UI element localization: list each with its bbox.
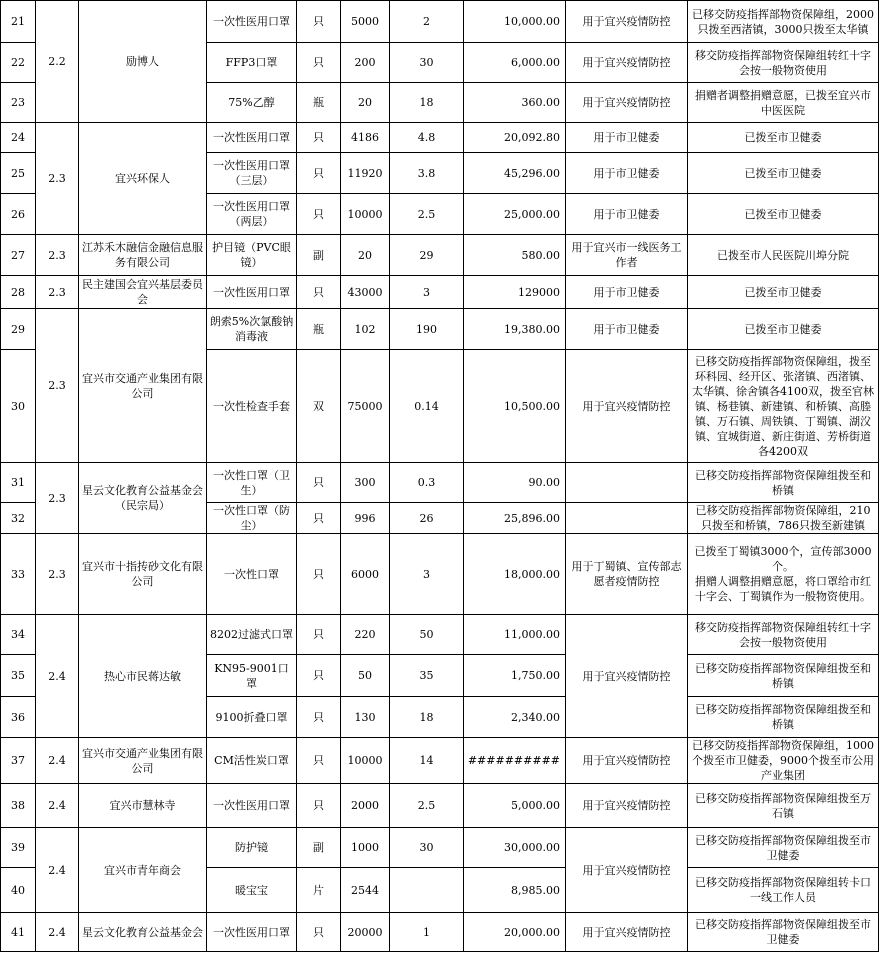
allocation-note-cell: 已移交防疫指挥部物资保障组，1000个拨至市卫健委，9000个拨至市公用产业集团 [688, 738, 879, 784]
item-name-cell: 一次性医用口罩 [207, 276, 297, 309]
item-name-cell: 一次性医用口罩（三层） [207, 153, 297, 194]
purpose-cell: 用于宜兴疫情防控 [566, 828, 688, 913]
table-row [1, 738, 879, 784]
quantity-cell: 75000 [341, 350, 390, 463]
unit-price-cell: 3 [390, 534, 464, 615]
unit-price-cell: 2.5 [390, 784, 464, 828]
quantity-cell: 10000 [341, 194, 390, 235]
donor-cell: 江苏禾木融信金融信息服务有限公司 [79, 235, 207, 276]
row-number-cell: 28 [1, 276, 36, 309]
unit-cell: 只 [297, 913, 341, 952]
table-row [1, 534, 879, 615]
amount-cell: 45,296.00 [464, 153, 566, 194]
amount-cell: 11,000.00 [464, 615, 566, 655]
donor-cell: 宜兴市交通产业集团有限公司 [79, 738, 207, 784]
amount-cell: 18,000.00 [464, 534, 566, 615]
item-name-cell: 9100折叠口罩 [207, 697, 297, 738]
amount-cell: 129000 [464, 276, 566, 309]
purpose-cell: 用于宜兴疫情防控 [566, 913, 688, 952]
unit-price-cell: 14 [390, 738, 464, 784]
unit-cell: 只 [297, 738, 341, 784]
unit-cell: 片 [297, 868, 341, 913]
purpose-cell: 用于宜兴疫情防控 [566, 784, 688, 828]
purpose-cell: 用于市卫健委 [566, 153, 688, 194]
allocation-note-cell: 已移交防疫指挥部物资保障组拨至市卫健委 [688, 828, 879, 868]
allocation-note-cell: 已移交防疫指挥部物资保障组转卡口一线工作人员 [688, 868, 879, 913]
row-number-cell: 35 [1, 655, 36, 697]
quantity-cell: 50 [341, 655, 390, 697]
batch-number-cell: 2.3 [36, 309, 79, 463]
quantity-cell: 200 [341, 43, 390, 83]
batch-number-cell: 2.2 [36, 1, 79, 123]
row-number-cell: 32 [1, 503, 36, 534]
item-name-cell: 护目镜（PVC眼镜） [207, 235, 297, 276]
allocation-note-cell: 已拨至市卫健委 [688, 153, 879, 194]
donor-cell: 热心市民蒋达敏 [79, 615, 207, 738]
batch-number-cell: 2.3 [36, 235, 79, 276]
row-number-cell: 27 [1, 235, 36, 276]
donor-cell: 宜兴环保人 [79, 123, 207, 235]
item-name-cell: 一次性医用口罩 [207, 123, 297, 153]
amount-cell: 5,000.00 [464, 784, 566, 828]
purpose-cell: 用于市卫健委 [566, 309, 688, 350]
item-name-cell: CM活性炭口罩 [207, 738, 297, 784]
unit-cell: 副 [297, 235, 341, 276]
row-number-cell: 39 [1, 828, 36, 868]
donor-cell: 励博人 [79, 1, 207, 123]
unit-cell: 副 [297, 828, 341, 868]
item-name-cell: KN95-9001口罩 [207, 655, 297, 697]
table-row [1, 463, 879, 503]
quantity-cell: 130 [341, 697, 390, 738]
unit-cell: 只 [297, 123, 341, 153]
unit-price-cell: 30 [390, 43, 464, 83]
purpose-cell: 用于市卫健委 [566, 123, 688, 153]
amount-cell: 10,500.00 [464, 350, 566, 463]
unit-cell: 只 [297, 697, 341, 738]
purpose-cell: 用于宜兴疫情防控 [566, 43, 688, 83]
amount-cell: 2,340.00 [464, 697, 566, 738]
amount-cell: 90.00 [464, 463, 566, 503]
unit-cell: 只 [297, 1, 341, 43]
table-row [1, 615, 879, 655]
unit-cell: 只 [297, 655, 341, 697]
item-name-cell: FFP3口罩 [207, 43, 297, 83]
purpose-cell: 用于市卫健委 [566, 194, 688, 235]
amount-cell: 10,000.00 [464, 1, 566, 43]
quantity-cell: 2000 [341, 784, 390, 828]
unit-cell: 只 [297, 615, 341, 655]
purpose-cell: 用于宜兴疫情防控 [566, 350, 688, 463]
purpose-cell: 用于丁蜀镇、宣传部志愿者疫情防控 [566, 534, 688, 615]
unit-price-cell: 3 [390, 276, 464, 309]
unit-price-cell: 1 [390, 913, 464, 952]
amount-cell: 1,750.00 [464, 655, 566, 697]
purpose-cell: 用于宜兴市一线医务工作者 [566, 235, 688, 276]
purpose-cell: 用于宜兴疫情防控 [566, 83, 688, 123]
row-number-cell: 34 [1, 615, 36, 655]
amount-cell: 8,985.00 [464, 868, 566, 913]
donor-cell: 宜兴市十指抟砂文化有限公司 [79, 534, 207, 615]
quantity-cell: 43000 [341, 276, 390, 309]
item-name-cell: 暖宝宝 [207, 868, 297, 913]
quantity-cell: 20000 [341, 913, 390, 952]
row-number-cell: 40 [1, 868, 36, 913]
row-number-cell: 30 [1, 350, 36, 463]
amount-cell: 19,380.00 [464, 309, 566, 350]
item-name-cell: 一次性口罩 [207, 534, 297, 615]
table-row [1, 784, 879, 828]
item-name-cell: 朗索5%次氯酸钠消毒液 [207, 309, 297, 350]
table-row [1, 276, 879, 309]
row-number-cell: 37 [1, 738, 36, 784]
purpose-cell [566, 503, 688, 534]
table-row [1, 913, 879, 952]
allocation-note-cell: 已拨至市卫健委 [688, 194, 879, 235]
item-name-cell: 一次性医用口罩（两层） [207, 194, 297, 235]
unit-price-cell: 190 [390, 309, 464, 350]
quantity-cell: 20 [341, 83, 390, 123]
unit-price-cell: 2.5 [390, 194, 464, 235]
amount-cell: 25,896.00 [464, 503, 566, 534]
batch-number-cell: 2.3 [36, 463, 79, 534]
amount-cell: 20,000.00 [464, 913, 566, 952]
unit-price-cell: 0.14 [390, 350, 464, 463]
purpose-cell: 用于宜兴疫情防控 [566, 1, 688, 43]
allocation-note-cell: 已移交防疫指挥部物资保障组，2000只拨至西渚镇，3000只拨至太华镇 [688, 1, 879, 43]
allocation-note-cell: 已拨至市卫健委 [688, 123, 879, 153]
allocation-note-cell: 已拨至丁蜀镇3000个，宣传部3000个。 捐赠人调整捐赠意愿，将口罩给市红十字会、丁蜀镇作为一般物资使用。 [688, 534, 879, 615]
row-number-cell: 22 [1, 43, 36, 83]
batch-number-cell: 2.3 [36, 534, 79, 615]
table-row [1, 123, 879, 153]
purpose-cell: 用于宜兴疫情防控 [566, 738, 688, 784]
batch-number-cell: 2.4 [36, 828, 79, 913]
allocation-note-cell: 已移交防疫指挥部物资保障组拨至和桥镇 [688, 463, 879, 503]
row-number-cell: 23 [1, 83, 36, 123]
table-row [1, 1, 879, 43]
batch-number-cell: 2.4 [36, 913, 79, 952]
quantity-cell: 20 [341, 235, 390, 276]
amount-cell: ########## [464, 738, 566, 784]
quantity-cell: 102 [341, 309, 390, 350]
quantity-cell: 2544 [341, 868, 390, 913]
batch-number-cell: 2.3 [36, 123, 79, 235]
donor-cell: 宜兴市交通产业集团有限公司 [79, 309, 207, 463]
row-number-cell: 29 [1, 309, 36, 350]
quantity-cell: 4186 [341, 123, 390, 153]
donor-cell: 宜兴市青年商会 [79, 828, 207, 913]
unit-price-cell: 30 [390, 828, 464, 868]
item-name-cell: 防护镜 [207, 828, 297, 868]
unit-price-cell: 35 [390, 655, 464, 697]
allocation-note-cell: 已移交防疫指挥部物资保障组拨至万石镇 [688, 784, 879, 828]
allocation-note-cell: 移交防疫指挥部物资保障组转红十字会按一般物资使用 [688, 43, 879, 83]
quantity-cell: 300 [341, 463, 390, 503]
donor-cell: 星云文化教育公益基金会 [79, 913, 207, 952]
quantity-cell: 11920 [341, 153, 390, 194]
row-number-cell: 26 [1, 194, 36, 235]
unit-cell: 只 [297, 194, 341, 235]
purpose-cell: 用于市卫健委 [566, 276, 688, 309]
row-number-cell: 36 [1, 697, 36, 738]
quantity-cell: 5000 [341, 1, 390, 43]
unit-cell: 只 [297, 276, 341, 309]
row-number-cell: 21 [1, 1, 36, 43]
row-number-cell: 41 [1, 913, 36, 952]
quantity-cell: 996 [341, 503, 390, 534]
item-name-cell: 一次性医用口罩 [207, 784, 297, 828]
unit-price-cell: 4.8 [390, 123, 464, 153]
item-name-cell: 75%乙醇 [207, 83, 297, 123]
unit-price-cell: 2 [390, 1, 464, 43]
batch-number-cell: 2.4 [36, 615, 79, 738]
amount-cell: 580.00 [464, 235, 566, 276]
table-row [1, 309, 879, 350]
item-name-cell: 一次性口罩（防尘） [207, 503, 297, 534]
purpose-cell: 用于宜兴疫情防控 [566, 615, 688, 738]
amount-cell: 25,000.00 [464, 194, 566, 235]
item-name-cell: 8202过滤式口罩 [207, 615, 297, 655]
allocation-note-cell: 已移交防疫指挥部物资保障组，210只拨至和桥镇，786只拨至新建镇 [688, 503, 879, 534]
row-number-cell: 25 [1, 153, 36, 194]
amount-cell: 20,092.80 [464, 123, 566, 153]
unit-cell: 只 [297, 784, 341, 828]
unit-cell: 双 [297, 350, 341, 463]
row-number-cell: 24 [1, 123, 36, 153]
allocation-note-cell: 已拨至市卫健委 [688, 309, 879, 350]
allocation-note-cell: 已拨至市人民医院川埠分院 [688, 235, 879, 276]
quantity-cell: 220 [341, 615, 390, 655]
quantity-cell: 10000 [341, 738, 390, 784]
unit-cell: 只 [297, 463, 341, 503]
quantity-cell: 6000 [341, 534, 390, 615]
allocation-note-cell: 已移交防疫指挥部物资保障组拨至和桥镇 [688, 697, 879, 738]
row-number-cell: 31 [1, 463, 36, 503]
batch-number-cell: 2.4 [36, 784, 79, 828]
row-number-cell: 33 [1, 534, 36, 615]
purpose-cell [566, 463, 688, 503]
unit-cell: 只 [297, 534, 341, 615]
unit-price-cell: 18 [390, 83, 464, 123]
table-row [1, 235, 879, 276]
allocation-note-cell: 已移交防疫指挥部物资保障组拨至市卫健委 [688, 913, 879, 952]
donor-cell: 宜兴市慧林寺 [79, 784, 207, 828]
item-name-cell: 一次性医用口罩 [207, 913, 297, 952]
unit-price-cell: 26 [390, 503, 464, 534]
unit-cell: 瓶 [297, 83, 341, 123]
allocation-note-cell: 已移交防疫指挥部物资保障组，拨至环科园、经开区、张渚镇、西渚镇、太华镇、徐舍镇各4100双，拨至官林镇、杨巷镇、新建镇、和桥镇、高塍镇、万石镇、周铁镇、丁蜀镇、湖㳇镇、宜城街道、新庄街道、芳桥街道各4200双 [688, 350, 879, 463]
amount-cell: 30,000.00 [464, 828, 566, 868]
table-row [1, 828, 879, 868]
allocation-note-cell: 捐赠者调整捐赠意愿，已拨至宜兴市中医医院 [688, 83, 879, 123]
item-name-cell: 一次性口罩（卫生） [207, 463, 297, 503]
amount-cell: 360.00 [464, 83, 566, 123]
row-number-cell: 38 [1, 784, 36, 828]
unit-price-cell: 29 [390, 235, 464, 276]
unit-price-cell: 3.8 [390, 153, 464, 194]
item-name-cell: 一次性检查手套 [207, 350, 297, 463]
quantity-cell: 1000 [341, 828, 390, 868]
allocation-note-cell: 移交防疫指挥部物资保障组转红十字会按一般物资使用 [688, 615, 879, 655]
batch-number-cell: 2.3 [36, 276, 79, 309]
batch-number-cell: 2.4 [36, 738, 79, 784]
unit-cell: 只 [297, 503, 341, 534]
item-name-cell: 一次性医用口罩 [207, 1, 297, 43]
unit-price-cell [390, 868, 464, 913]
unit-cell: 只 [297, 153, 341, 194]
donor-cell: 民主建国会宜兴基层委员会 [79, 276, 207, 309]
unit-cell: 只 [297, 43, 341, 83]
unit-price-cell: 18 [390, 697, 464, 738]
allocation-note-cell: 已拨至市卫健委 [688, 276, 879, 309]
unit-price-cell: 50 [390, 615, 464, 655]
unit-cell: 瓶 [297, 309, 341, 350]
amount-cell: 6,000.00 [464, 43, 566, 83]
allocation-note-cell: 已移交防疫指挥部物资保障组拨至和桥镇 [688, 655, 879, 697]
donor-cell: 星云文化教育公益基金会（民宗局） [79, 463, 207, 534]
unit-price-cell: 0.3 [390, 463, 464, 503]
